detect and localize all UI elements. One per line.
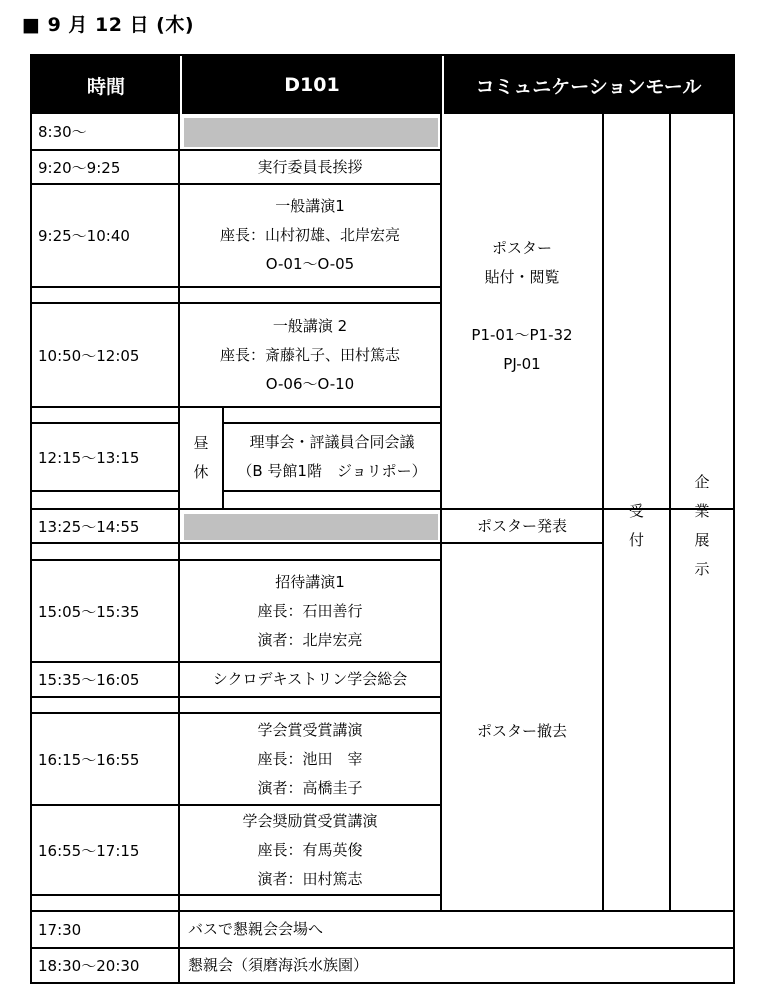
time-slot: 10:50～12:05: [38, 346, 140, 365]
session-chair: 座長：山村初雄、北岸宏亮: [219, 226, 400, 244]
empty-slot-grey: [184, 118, 438, 147]
session-speaker: 演者：北岸宏亮: [257, 630, 363, 649]
divider: [224, 490, 442, 492]
session-chair: 座長：池田 宰: [257, 749, 363, 768]
general-assembly: [180, 663, 440, 696]
session-title: 招待講演1: [275, 572, 345, 591]
session-location: （B 号館1階 ジョリポー）: [237, 462, 427, 480]
banquet: [180, 949, 733, 982]
divider: [32, 406, 442, 408]
session-speaker: 演者：高橋圭子: [257, 778, 363, 797]
header-time: 時間: [32, 56, 180, 114]
divider: [32, 286, 442, 288]
session-text: 懇親会（須磨海浜水族園）: [188, 956, 369, 974]
session-text: 実行委員長挨拶: [257, 157, 363, 176]
divider: [32, 542, 604, 544]
session-speaker: 演者：田村篤志: [257, 869, 363, 888]
time-slot: 15:05～15:35: [38, 602, 140, 621]
lunch-char: 昼: [193, 434, 209, 452]
mall-text: P1-01～P1-32: [471, 325, 573, 344]
general-session-2: [180, 304, 440, 406]
session-range: O-01～O-05: [265, 255, 355, 273]
time-slot: 15:35～16:05: [38, 671, 140, 689]
header-mall: コミュニケーションモール: [442, 56, 733, 114]
time-slot: 8:30～: [38, 123, 87, 141]
mall-text: ポスター: [491, 238, 552, 257]
mall-text: 貼付・閲覧: [484, 267, 560, 286]
award-lecture: [180, 714, 440, 804]
poster-display: [442, 216, 602, 396]
poster-removal: [442, 706, 602, 756]
invited-lecture: [180, 561, 440, 661]
lunch-break: [180, 408, 222, 508]
exhibition-char: 展: [694, 531, 710, 549]
schedule-table: [30, 54, 735, 984]
time-slot: 13:25～14:55: [38, 517, 140, 536]
reception-char: 受: [628, 502, 644, 520]
mall-text: PJ-01: [503, 354, 541, 373]
mall-text: ポスター撤去: [476, 721, 567, 740]
session-chair: 座長：有馬英俊: [257, 840, 363, 859]
time-slot: 18:30～20:30: [38, 957, 140, 975]
time-slot: 16:55～17:15: [38, 841, 140, 860]
encouragement-award-lecture: [180, 806, 440, 894]
time-slot: 9:25～10:40: [38, 227, 130, 245]
empty-slot-grey: [184, 514, 438, 540]
date-heading: ■ 9 月 12 日 (木): [22, 14, 195, 36]
poster-presentation: [442, 510, 602, 542]
lunch-char: 休: [193, 463, 209, 481]
time-slot: 17:30: [38, 920, 82, 939]
session-title: 一般講演1: [275, 197, 345, 215]
divider: [32, 490, 180, 492]
session-text: シクロデキストリン学会総会: [212, 670, 408, 688]
exhibition-char: 示: [694, 560, 710, 578]
opening-greeting: [180, 151, 440, 183]
reception: [604, 466, 669, 586]
session-range: O-06～O-10: [265, 374, 355, 393]
divider: [32, 894, 442, 896]
header-room: D101: [180, 56, 442, 114]
exhibition-char: 企: [694, 473, 710, 491]
board-meeting: [224, 424, 440, 490]
mall-text: ポスター発表: [476, 516, 567, 535]
session-title: 学会奨励賞受賞講演: [242, 811, 378, 830]
divider: [32, 696, 442, 698]
session-chair: 座長：斎藤礼子、田村篤志: [219, 345, 400, 364]
bus-transfer: [180, 912, 733, 947]
company-exhibition: [671, 451, 733, 601]
session-text: バスで懇親会会場へ: [188, 920, 324, 938]
session-chair: 座長：石田善行: [257, 601, 363, 620]
time-slot: 16:15～16:55: [38, 750, 140, 769]
reception-char: 付: [628, 531, 644, 549]
session-title: 理事会・評議員合同会議: [249, 433, 415, 451]
time-slot: 9:20～9:25: [38, 158, 121, 177]
session-title: 一般講演 2: [272, 316, 348, 335]
session-title: 学会賞受賞講演: [257, 720, 363, 739]
exhibition-char: 業: [694, 502, 710, 520]
general-session-1: [180, 185, 440, 286]
time-slot: 12:15～13:15: [38, 448, 140, 467]
